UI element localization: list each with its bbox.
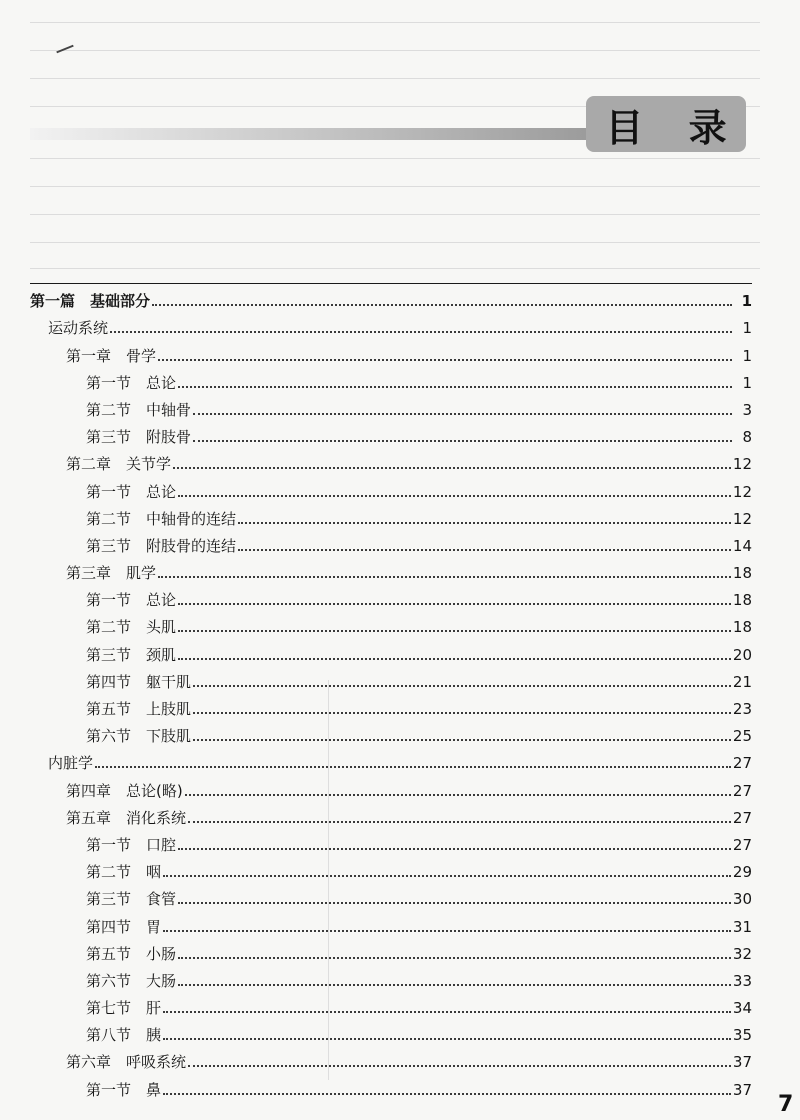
toc-entry-label: 第三节 附肢骨的连结 — [86, 536, 237, 555]
toc-entry[interactable] — [30, 775, 752, 802]
toc-entry[interactable] — [30, 422, 752, 449]
dot-leader — [178, 902, 731, 904]
dot-leader — [163, 930, 731, 932]
toc-entry-label: 第四节 躯干肌 — [86, 672, 192, 691]
toc-entry[interactable] — [30, 612, 752, 639]
dot-leader — [152, 304, 732, 306]
toc-entry-page: 3 — [742, 400, 752, 419]
dot-leader — [173, 467, 731, 469]
toc-entry[interactable] — [30, 911, 752, 938]
toc-entry-page: 8 — [742, 428, 752, 447]
dot-leader — [238, 549, 731, 551]
dot-leader — [178, 386, 732, 388]
toc-entry-label: 第一节 总论 — [86, 482, 177, 501]
title-box — [586, 96, 746, 152]
toc-entry-label: 第五节 上肢肌 — [86, 700, 192, 718]
dot-leader — [178, 848, 731, 850]
dot-leader — [238, 522, 731, 524]
dot-leader — [178, 957, 731, 959]
toc-entry-page: 34 — [732, 999, 752, 1018]
dot-leader — [110, 331, 732, 333]
toc-entry-page: 18 — [732, 618, 752, 637]
table-of-contents — [30, 283, 752, 1102]
toc-entry-label: 第四节 胃 — [86, 917, 162, 936]
pen-mark — [56, 45, 73, 54]
dot-leader — [185, 794, 731, 796]
toc-entry-label: 第六节 大肠 — [86, 971, 177, 990]
toc-entry[interactable] — [30, 803, 752, 830]
toc-entry-page: 31 — [732, 917, 752, 936]
toc-entry[interactable] — [30, 884, 752, 911]
toc-entry[interactable] — [30, 585, 752, 612]
toc-entry-page: 27 — [732, 835, 752, 854]
toc-entry[interactable] — [30, 667, 752, 694]
toc-entry[interactable] — [30, 639, 752, 666]
toc-entry[interactable] — [30, 504, 752, 531]
toc-entry[interactable] — [30, 1020, 752, 1047]
toc-entry-label: 第六节 下肢肌 — [86, 727, 192, 746]
toc-entry[interactable] — [30, 857, 752, 884]
toc-entry-label: 第三节 食管 — [86, 890, 177, 909]
dot-leader — [178, 495, 731, 497]
dot-leader — [163, 875, 731, 877]
toc-entry[interactable] — [30, 476, 752, 503]
toc-entry-label: 第一节 口腔 — [86, 835, 177, 854]
page-number: 7 — [778, 1092, 794, 1117]
toc-entry[interactable] — [30, 449, 752, 476]
toc-entry[interactable] — [30, 531, 752, 558]
dot-leader — [158, 576, 731, 578]
toc-entry-page: 33 — [732, 971, 752, 990]
toc-entry-page: 27 — [732, 781, 752, 800]
dot-leader — [95, 766, 731, 768]
toc-entry-label: 第七节 肝 — [86, 999, 162, 1018]
dot-leader — [193, 413, 732, 415]
toc-entry-label: 第二节 头肌 — [86, 618, 177, 637]
toc-entry[interactable] — [30, 939, 752, 966]
dot-leader — [193, 440, 732, 442]
toc-entry[interactable] — [30, 286, 752, 313]
dot-leader — [163, 1093, 731, 1095]
toc-entry-page: 14 — [732, 536, 752, 555]
dot-leader — [178, 984, 731, 986]
toc-entry-page: 1 — [742, 319, 752, 338]
dot-leader — [193, 739, 731, 741]
toc-entry-label: 第一节 鼻 — [86, 1080, 162, 1099]
toc-entry-page: 35 — [732, 1026, 752, 1045]
toc-entry-label: 第二节 中轴骨的连结 — [86, 509, 237, 528]
toc-entry-label: 第一节 总论 — [86, 591, 177, 610]
toc-entry-page: 23 — [732, 700, 752, 718]
dot-leader — [193, 712, 731, 714]
dot-leader — [188, 1065, 731, 1067]
toc-entry[interactable] — [30, 694, 752, 721]
toc-entry-label: 第二章 关节学 — [66, 455, 172, 474]
toc-top-rule — [30, 283, 752, 284]
toc-entry-label: 第五节 小肠 — [86, 944, 177, 963]
toc-entry-page: 12 — [732, 509, 752, 528]
toc-entry[interactable] — [30, 966, 752, 993]
toc-entry[interactable] — [30, 340, 752, 367]
toc-entry[interactable] — [30, 558, 752, 585]
dot-leader — [193, 685, 731, 687]
toc-entry[interactable] — [30, 830, 752, 857]
toc-entry-label: 第一节 总论 — [86, 373, 177, 392]
toc-entry-page: 30 — [732, 890, 752, 909]
toc-entry-label: 第三节 颈肌 — [86, 645, 177, 664]
toc-entry-label: 内脏学 — [48, 754, 94, 773]
toc-entry[interactable] — [30, 993, 752, 1020]
dot-leader — [158, 359, 732, 361]
dot-leader — [188, 821, 731, 823]
dot-leader — [178, 658, 731, 660]
toc-entry-page: 20 — [732, 645, 752, 664]
toc-entry-page: 27 — [732, 754, 752, 773]
toc-entry[interactable] — [30, 1047, 752, 1074]
dot-leader — [163, 1038, 731, 1040]
toc-entry-page: 12 — [732, 455, 752, 474]
toc-entry-label: 第四章 总论(略) — [66, 781, 183, 800]
toc-entry[interactable] — [30, 721, 752, 748]
toc-entry-page: 29 — [732, 863, 752, 882]
toc-entry-page: 37 — [732, 1053, 752, 1072]
dot-leader — [178, 630, 731, 632]
toc-entry-label: 第一章 骨学 — [66, 346, 157, 365]
toc-entry-label: 第八节 胰 — [86, 1026, 162, 1045]
dot-leader — [163, 1011, 731, 1013]
header-rule — [30, 128, 670, 140]
toc-entry-page: 37 — [732, 1080, 752, 1099]
toc-entry-page: 18 — [732, 564, 752, 583]
toc-entry-label: 第三章 肌学 — [66, 564, 157, 583]
toc-entry[interactable] — [30, 1074, 752, 1101]
toc-entry[interactable] — [30, 368, 752, 395]
page-title: 目 录 — [605, 105, 743, 150]
toc-entry[interactable] — [30, 313, 752, 340]
toc-entry-page: 21 — [732, 672, 752, 691]
toc-entry-page: 27 — [732, 808, 752, 827]
dot-leader — [178, 603, 731, 605]
toc-entry-label: 第六章 呼吸系统 — [66, 1053, 187, 1072]
toc-entry[interactable] — [30, 395, 752, 422]
toc-entry-label: 运动系统 — [48, 319, 109, 338]
toc-entry-page: 1 — [742, 346, 752, 365]
toc-list — [30, 286, 752, 1102]
toc-entry-page: 1 — [742, 373, 752, 392]
toc-entry-page: 1 — [741, 292, 752, 311]
toc-entry-page: 12 — [732, 482, 752, 501]
toc-entry-label: 第一篇 基础部分 — [30, 292, 151, 311]
toc-entry-label: 第五章 消化系统 — [66, 808, 187, 827]
toc-entry-page: 32 — [732, 944, 752, 963]
toc-entry-label: 第二节 中轴骨 — [86, 400, 192, 419]
toc-entry[interactable] — [30, 748, 752, 775]
toc-entry-page: 25 — [732, 727, 752, 746]
toc-entry-label: 第三节 附肢骨 — [86, 428, 192, 447]
toc-entry-label: 第二节 咽 — [86, 863, 162, 882]
toc-entry-page: 18 — [732, 591, 752, 610]
